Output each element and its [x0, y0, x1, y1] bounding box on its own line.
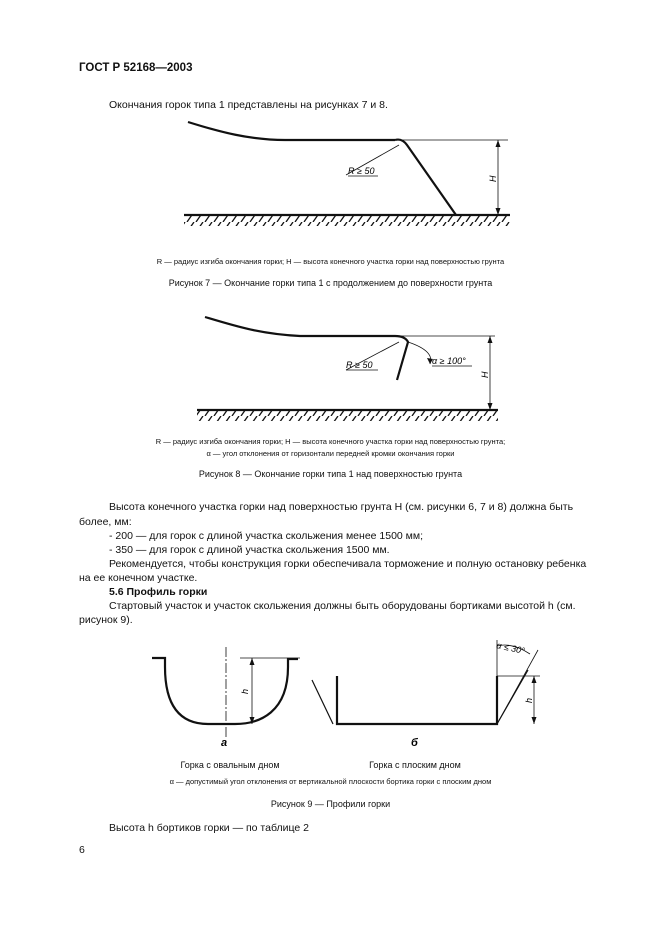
fig9-sub-b: Горка с плоским дном	[369, 760, 461, 770]
ground-hatch	[197, 411, 498, 421]
bullet-350: - 350 — для горок с длиной участка скольжения 1500 мм.	[109, 544, 390, 556]
flat-profile	[337, 676, 497, 724]
slide-surface	[188, 122, 395, 140]
fig9-sub-a: Горка с овальным дном	[180, 760, 280, 770]
angle-label: α ≤ 30°	[495, 640, 526, 656]
section-heading: 5.6 Профиль горки	[109, 586, 208, 598]
figure-7-drawing	[150, 112, 530, 227]
height-label: H	[488, 175, 498, 182]
label-a: а	[221, 737, 228, 749]
para3-line1: Стартовый участок и участок скольжения должны быть оборудованы бортиками высотой h (см.	[109, 600, 576, 612]
para3-line2: рисунок 9).	[79, 614, 133, 626]
para2-line1: Рекомендуется, чтобы конструкция горки обеспечивала торможение и полную остановку ребенка	[109, 558, 587, 570]
para2-line2: на ее конечном участке.	[79, 572, 198, 584]
fig8-caption: Рисунок 8 — Окончание горки типа 1 над поверхностью грунта	[198, 469, 463, 479]
slide-end	[395, 336, 408, 380]
angle-label: α ≥ 100°	[432, 356, 466, 366]
figure-9-drawing	[140, 632, 560, 750]
fig8-legend-line1: R — радиус изгиба окончания горки; H — высота конечного участка горки над поверхностью грунта;	[155, 437, 506, 446]
para1-line2: более, мм:	[79, 516, 132, 528]
figure-8-drawing	[150, 306, 530, 431]
radius-label: R ≥ 50	[346, 360, 373, 370]
fig9-caption: Рисунок 9 — Профили горки	[270, 799, 391, 809]
intro-text: Окончания горок типа 1 представлены на рисунках 7 и 8.	[109, 99, 388, 111]
document-header: ГОСТ Р 52168—2003	[79, 62, 193, 74]
h-label-a: h	[240, 688, 250, 694]
bullet-200: - 200 — для горок с длиной участка скольжения менее 1500 мм;	[109, 530, 424, 542]
footer-text: Высота h бортиков горки — по таблице 2	[109, 822, 309, 834]
fig7-caption: Рисунок 7 — Окончание горки типа 1 с продолжением до поверхности грунта	[168, 278, 493, 288]
height-label: H	[480, 371, 490, 378]
ground-hatch	[184, 216, 510, 226]
fig7-legend: R — радиус изгиба окончания горки; H — высота конечного участка горки над поверхностью грунта	[156, 257, 505, 266]
angle-arc	[408, 342, 431, 364]
oval-profile	[152, 658, 298, 724]
slide-surface	[205, 317, 395, 336]
page-number: 6	[79, 844, 85, 856]
h-label-b: h	[524, 697, 534, 703]
fig8-legend-line2: α — угол отклонения от горизонтали передней кромки окончания горки	[206, 449, 455, 458]
slide-end	[395, 140, 456, 215]
para1-line1: Высота конечного участка горки над поверхностью грунта H (см. рисунки 6, 7 и 8) должна быть	[109, 501, 574, 513]
fig9-legend: α — допустимый угол отклонения от вертикальной плоскости бортика горки с плоским дном	[169, 777, 492, 786]
radius-label: R ≥ 50	[348, 166, 375, 176]
label-b: б	[411, 737, 418, 749]
